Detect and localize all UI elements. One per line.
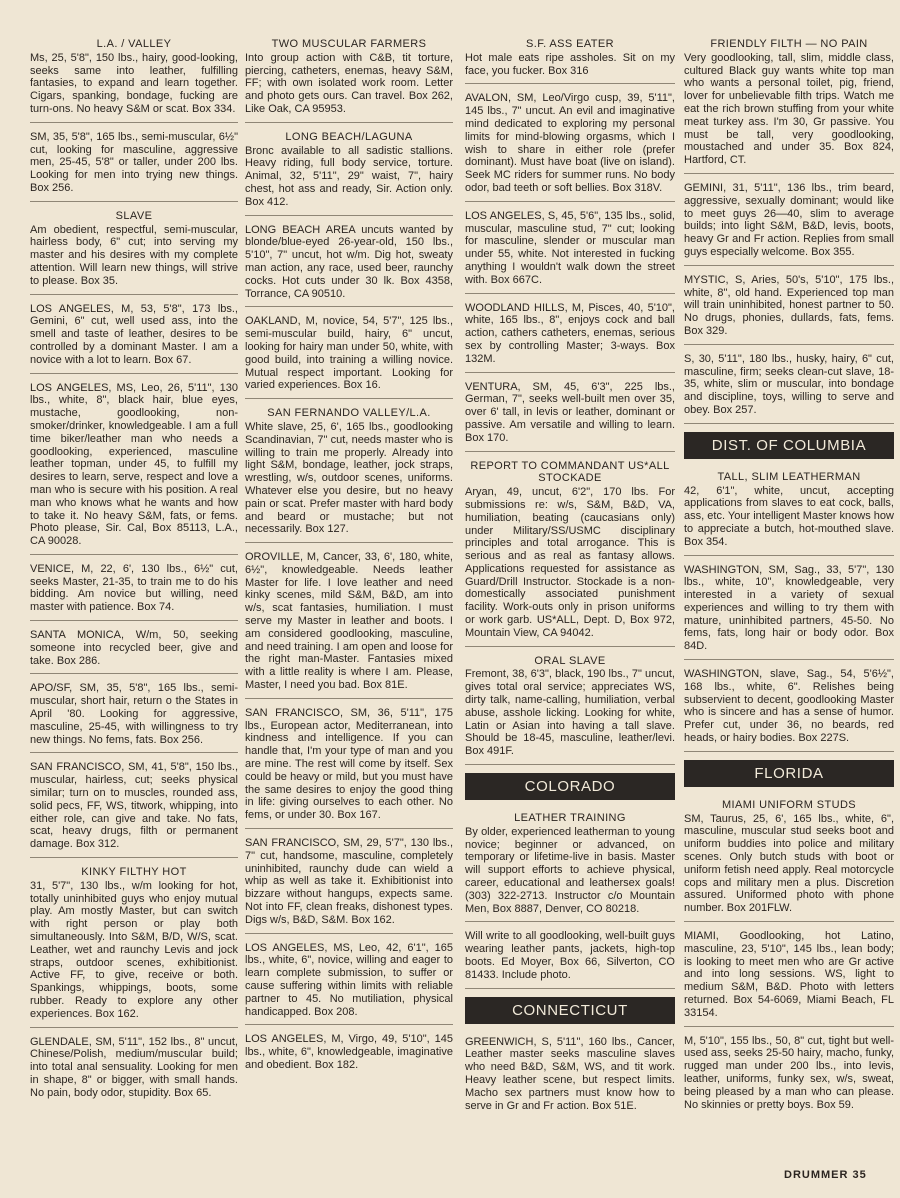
classified-ad bbox=[465, 808, 675, 922]
classified-ad bbox=[245, 311, 453, 399]
ad-heading: ORAL SLAVE bbox=[534, 654, 606, 667]
ad-body: LOS ANGELES, M, 53, 5'8", 173 lbs., Gemini, 6" cut, well used ass, into the smell and taste of leather, desires to be controlled by a dominant Master. I am a novice with a lot to learn. Box 67. bbox=[30, 302, 238, 366]
classified-ad bbox=[30, 625, 238, 674]
ad-body: White slave, 25, 6', 165 lbs., goodlooking Scandinavian, 7" cut, needs master who is willing to train me properly. Already into light S&M, bondage, leather, jock straps, wrestling, w/s, outdoor scenes, uniforms. Whatever else you desire, but no heavy pain or scat. Prefer master with hard body and beard or mustache; but not necessarily. Box 127. bbox=[245, 420, 453, 536]
classified-ad bbox=[465, 1032, 675, 1119]
classified-ad bbox=[684, 795, 894, 922]
classified-ad bbox=[30, 1032, 238, 1106]
ad-body: Fremont, 38, 6'3", black, 190 lbs., 7" uncut, gives total oral service; appreciates WS, dirty talk, name-calling, humiliation, verbal abuse, asshole licking. Looking for white, Latin or Asian into having a tall slave. Should be 18-45, masculine, leather/levi. Box 491F. bbox=[465, 668, 675, 758]
ad-heading: LONG BEACH/LAGUNA bbox=[285, 130, 413, 143]
ad-body: OAKLAND, M, novice, 54, 5'7", 125 lbs., semi-muscular build, hairy, 6" uncut, looking for hairy man under 50, white, with good build, into training a willing novice. Mutual respect important. Looking for varied experiences. Box 16. bbox=[245, 315, 453, 392]
classified-ad bbox=[684, 467, 894, 556]
ad-body: SAN FRANCISCO, SM, 41, 5'8", 150 lbs., muscular, hairless, cut; seeks physical similar; turn on to muscles, rounded ass, solid pecs, FF, WS, titwork, whipping, into either role, can give and take. No fats, scat, heavy drugs, filth or permanent damage. Box 312. bbox=[30, 761, 238, 851]
ad-body: SAN FRANCISCO, SM, 29, 5'7", 130 lbs., 7" cut, handsome, masculine, completely uninhibited, raunchy dude can wield a whip as well as take it. Exhibitionist into bizzare without hangups, expects same. Not into FF, clean freaks, dishonest types. Digs w/s, B&D, S&M. Box 162. bbox=[245, 837, 453, 926]
page-footer: DRUMMER 35 bbox=[784, 1169, 867, 1181]
classified-ad bbox=[30, 299, 238, 374]
ad-body: S, 30, 5'11", 180 lbs., husky, hairy, 6" cut, masculine, firm; seeks clean-cut slave, 18-35, white, slim or muscular, into bondage and discipline, toys, willing to serve and obey. Box 257. bbox=[684, 352, 894, 416]
classified-ad bbox=[684, 560, 894, 661]
classified-ad bbox=[684, 926, 894, 1027]
classified-ad bbox=[465, 456, 675, 647]
classified-ad bbox=[465, 206, 675, 294]
ad-body: 31, 5'7", 130 lbs., w/m looking for hot, totally uninhibited guys who enjoy mutual play. Am mostly Master, but can switch with right person or play both simultaneously. Into S&M, B/D, W/S, scat. Leather, wet and raunchy Levis and jock straps, outdoor scenes, exhibitionist. Active FF, to give, receive or both. Spankings, whippings, boots, some rubber. Ready to explore any other experiences. Box 162. bbox=[30, 879, 238, 1020]
classified-ad bbox=[684, 34, 894, 174]
classified-ad bbox=[30, 206, 238, 295]
classified-ad bbox=[684, 349, 894, 424]
ad-heading: SAN FERNANDO VALLEY/L.A. bbox=[267, 407, 431, 420]
classified-ad bbox=[684, 270, 894, 345]
classified-ad bbox=[684, 1031, 894, 1118]
classified-ad bbox=[465, 298, 675, 373]
classified-ad bbox=[30, 757, 238, 858]
classified-ad bbox=[245, 1029, 453, 1077]
classified-ad bbox=[245, 34, 453, 123]
column-4 bbox=[684, 34, 894, 1121]
ad-body: MIAMI, Goodlooking, hot Latino, masculine, 23, 5'10", 145 lbs., lean body; is looking to meet men who are Gr active and into long sessions. WS, light to medium S&M, B&D. Photo with letters returned. Box 54-6069, Miami Beach, FL 33154. bbox=[684, 930, 894, 1019]
ad-body: MYSTIC, S, Aries, 50's, 5'10", 175 lbs., white, 8", old hand. Experienced top man will train uninhibited, honest partner to 50. No drugs, phonies, dullards, fats, fems. Box 329. bbox=[684, 273, 894, 337]
classified-ad bbox=[465, 34, 675, 84]
ad-body: GEMINI, 31, 5'11", 136 lbs., trim beard, aggressive, sexually dominant; would like to meet guys 26—40, slim to average builds; into light S&M, B&D, levis, boots, heavy Gr and Fr action. Replies from small guys especially welcome. Box 355. bbox=[684, 181, 894, 258]
ad-heading: L.A. / VALLEY bbox=[96, 38, 172, 50]
ad-heading: TWO MUSCULAR FARMERS bbox=[271, 38, 427, 50]
classified-ad bbox=[465, 88, 675, 201]
ad-body: Into group action with C&B, tit torture, piercing, catheters, enemas, heavy S&M, FF; with own isolated work room. Letter and photo gets ours. Can travel. Box 262, Like Oak, CA 95953. bbox=[245, 51, 453, 115]
ad-body: WOODLAND HILLS, M, Pisces, 40, 5'10", white, 165 lbs., 8", enjoys cock and ball action, cathers catheters, enemas, serious sex by controlling Master; 3-ways. Box 132M. bbox=[465, 301, 675, 365]
classified-ad bbox=[684, 664, 894, 752]
ad-body: AVALON, SM, Leo/Virgo cusp, 39, 5'11", 145 lbs., 7" uncut. An evil and imaginative mind dedicated to exploring my personal limits for mind-blowing orgasms, which I wish to share in either role (prefer dominant). Must have boat (live on island). Seek MC riders for summer runs. No body odor, bad teeth or soft bellies. Box 318V. bbox=[465, 92, 675, 194]
column-2 bbox=[245, 34, 453, 1082]
ad-body: Will write to all goodlooking, well-built guys wearing leather pants, jackets, high-top boots. Ed Moyer, Box 66, Silverton, CO 81433. Include photo. bbox=[465, 930, 675, 981]
ad-heading: LEATHER TRAINING bbox=[514, 812, 626, 825]
ad-body: M, 5'10", 155 lbs., 50, 8" cut, tight but well-used ass, seeks 25-50 hairy, macho, funky, rugged man under 200 lbs., into levis, leather, uniforms, funky sex, w/s, sweat, being pleased by a man who can please. No skinnies or pretty boys. Box 59. bbox=[684, 1034, 894, 1111]
ad-body: LOS ANGELES, MS, Leo, 42, 6'1", 165 lbs., white, 6", novice, willing and eager to learn complete submission, to suffer or cause suffering within limits with reliable partner to 45. No mutiliation, physical handicapped. Box 208. bbox=[245, 941, 453, 1018]
classified-ad bbox=[465, 651, 675, 765]
state-header: DIST. OF COLUMBIA bbox=[684, 432, 894, 459]
ad-heading: KINKY FILTHY HOT bbox=[81, 866, 187, 879]
ad-heading: TALL, SLIM LEATHERMAN bbox=[717, 470, 861, 483]
classified-ad bbox=[684, 178, 894, 266]
state-header: COLORADO bbox=[465, 773, 675, 800]
ad-heading: MIAMI UNIFORM STUDS bbox=[721, 798, 857, 811]
ad-body: SANTA MONICA, W/m, 50, seeking someone into recycled beer, give and take. Box 286. bbox=[30, 629, 238, 667]
ad-body: LOS ANGELES, S, 45, 5'6", 135 lbs., solid, muscular, masculine stud, 7" cut; looking for masculine, slender or muscular man under 55, white. Not interested in fucking anything I wouldn't walk down the street with. Box 667C. bbox=[465, 209, 675, 286]
ad-body: By older, experienced leatherman to young novice; beginner or advanced, on temporary or lifetime-live in basis. Master will support efforts to achieve physical, career, educational and leathersex goals! (303) 322-2713. Instructor c/o Mountain Men, Box 8887, Denver, CO 80218. bbox=[465, 825, 675, 915]
ad-body: APO/SF, SM, 35, 5'8", 165 lbs., semi-muscular, short hair, return o the States in April '80. Looking for aggressive, masculine, 25-45, with willingness to try new things. No fems, fats. Box 256. bbox=[30, 682, 238, 746]
classified-ad bbox=[245, 220, 453, 308]
ad-heading: S.F. ASS EATER bbox=[526, 38, 614, 50]
state-header: CONNECTICUT bbox=[465, 997, 675, 1024]
classified-ad bbox=[30, 559, 238, 621]
ad-body: LOS ANGELES, M, Virgo, 49, 5'10", 145 lbs., white, 6", knowledgeable, imaginative and obedient. Box 182. bbox=[245, 1033, 453, 1071]
ad-heading: REPORT TO COMMANDANT US*ALL STOCKADE bbox=[470, 459, 670, 485]
ad-body: LONG BEACH AREA uncuts wanted by blonde/blue-eyed 26-year-old, 150 lbs., 5'10", 7" uncut, hot w/m. Dig hot, sweaty man action, any race, used beer, raunchy cocks. Hot cuts under 30 lk. Box 4358, Torrance, CA 90510. bbox=[245, 223, 453, 300]
ad-heading: SLAVE bbox=[115, 209, 153, 222]
ad-body: GLENDALE, SM, 5'11", 152 lbs., 8" uncut, Chinese/Polish, medium/muscular build; into total anal sensuality. Looking for men in shape, 8" or bigger, with small hands. No pain, body odor, stupidity. Box 65. bbox=[30, 1035, 238, 1099]
ad-heading: FRIENDLY FILTH — NO PAIN bbox=[710, 38, 868, 50]
ad-body: WASHINGTON, slave, Sag., 54, 5'6½", 168 lbs., white, 6". Relishes being subservient to decent, goodlooking Master who is sincere and has a sense of humor. Prefer cut, under 36, no beards, red heads, or hairy bodies. Box 227S. bbox=[684, 668, 894, 745]
ad-body: Ms, 25, 5'8", 150 lbs., hairy, good-looking, seeks same into leather, fulfilling fantasies, to expand and learn together. Cigars, spanking, bondage, fucking are turn-ons. No heavy S&M or scat. Box 334. bbox=[30, 51, 238, 115]
ad-body: SM, 35, 5'8", 165 lbs., semi-muscular, 6½" cut, looking for masculine, aggressive men, 25-45, 5'8" or taller, under 200 lbs. Looking for men into trying new things. Box 256. bbox=[30, 130, 238, 194]
column-1 bbox=[30, 34, 238, 1110]
classified-ad bbox=[245, 127, 453, 216]
classified-ad bbox=[30, 34, 238, 123]
ad-body: Hot male eats ripe assholes. Sit on my face, you fucker. Box 316 bbox=[465, 51, 675, 77]
classified-ad bbox=[30, 127, 238, 202]
ad-body: VENTURA, SM, 45, 6'3", 225 lbs., German, 7", seeks well-built men over 35, over 6' tall, in levis or leather, dominant or passive. Am versatile and willing to learn. Box 170. bbox=[465, 380, 675, 444]
ad-body: VENICE, M, 22, 6', 130 lbs., 6½" cut, seeks Master, 21-35, to train me to do his bidding. Am novice but willing, need master with patience. Box 74. bbox=[30, 562, 238, 614]
classified-ad bbox=[465, 926, 675, 988]
classified-ad bbox=[245, 938, 453, 1026]
classified-ad bbox=[30, 678, 238, 753]
classified-ad bbox=[30, 862, 238, 1028]
ad-body: GREENWICH, S, 5'11", 160 lbs., Cancer, Leather master seeks masculine slaves who need B&D, S&M, WS, and tit work. Heavy leather scene, but respect limits. Macho sex partners must know how to serve in Gr and Fr action. Box 51E. bbox=[465, 1035, 675, 1112]
ad-body: Bronc available to all sadistic stallions. Heavy riding, full body service, torture. Animal, 32, 5'11", 29" waist, 7", hairy chest, hot ass and ready, Sir. Action only. Box 412. bbox=[245, 144, 453, 208]
ad-body: LOS ANGELES, MS, Leo, 26, 5'11", 130 lbs., white, 8", black hair, blue eyes, mustache, goodlooking, non-smoker/drinker, knowledgeable. I am a full time biker/leather man who needs a goodlooking, experienced, masculine leather topman, under 45, to fulfill my desires to learn, serve, respect and love a man who is secure with his position. A real man who knows what he wants and how to take it. No heavy S&M, fats, or fems. Photo please, Sir. Cal, Box 85113, L.A., CA 90028. bbox=[30, 381, 238, 548]
ad-body: 42, 6'1", white, uncut, accepting applications from slaves to eat cock, balls, ass, etc. Your intelligent Master knows how to appreciate a butch, hot-mouthed slave. Box 354. bbox=[684, 484, 894, 548]
classified-ad bbox=[245, 547, 453, 699]
classified-ad bbox=[465, 377, 675, 452]
state-header: FLORIDA bbox=[684, 760, 894, 787]
ad-body: SAN FRANCISCO, SM, 36, 5'11", 175 lbs., European actor, Mediterranean, into kindness and intelligence. If you can handle that, I'm your type of man and you are mine. The rest will come by itself. Sex could be heavy or mild, but you must have the same desires to enjoy the good thing in life: giving ourselves to each other. No fems, or under 30. Box 167. bbox=[245, 706, 453, 822]
classified-ad bbox=[245, 833, 453, 934]
column-3 bbox=[465, 34, 675, 1122]
ad-body: Am obedient, respectful, semi-muscular, hairless body, 6" cut; into serving my master and his desires with my complete attention. Will learn new things, will strive to please. Box 35. bbox=[30, 223, 238, 287]
ad-body: OROVILLE, M, Cancer, 33, 6', 180, white, 6½", knowledgeable. Needs leather Master for life. I love leather and need kinky scenes, mild S&M, B&D, am into w/s, scat fantasies, humiliation. I must serve my Master in leather and boots. I am considered goodlooking, masculine, and need training. I am open and loose for the right man-Master. Fantasies mixed with a little reality is where I am. Please, Master, I need you bad. Box 81E. bbox=[245, 551, 453, 692]
ad-body: Very goodlooking, tall, slim, middle class, cultured Black guy wants white top man who wants a personal toilet, pig, friend, lover for unbelievable filth trips. Watch me eat the rich brown stuffing from your white meat turkey ass. I'm 30, Gr passive. You must be tall, very goodlooking, moustached and under 35. Box 824, Hartford, CT. bbox=[684, 51, 894, 167]
classified-ad bbox=[30, 378, 238, 555]
ad-body: WASHINGTON, SM, Sag., 33, 5'7", 130 lbs., white, 10", knowledgeable, very interested in a variety of sexual experiences and willing to try them with mature, uninhibited partners, 45-50. No fems, fats, long hair or body odor. Box 84D. bbox=[684, 563, 894, 653]
classified-ad bbox=[245, 403, 453, 543]
ad-body: Aryan, 49, uncut, 6'2", 170 lbs. For submissions re: w/s, S&M, B&D, VA, humiliation, beating (caucasians only) under Military/SS/USMC disciplinary principles and total arrogance. This is serious and as real as fantasy allows. Applications requested for assistance as Guard/Drill Instructor. Stockade is a non-domestically associated punishment facility. Work-outs only in prison uniforms or work garb. US*ALL, Dept. D, Box 972, Mountain View, CA 94042. bbox=[465, 486, 675, 639]
classified-ad bbox=[245, 703, 453, 829]
ad-body: SM, Taurus, 25, 6', 165 lbs., white, 6", masculine, muscular stud seeks boot and uniform buddies into police and military scenes. Only butch studs with boot or uniform fetish need apply. Real motorcycle cops and military men a plus. Discretion assured. Uniformed photo with phone number. Box 201FLW. bbox=[684, 812, 894, 915]
